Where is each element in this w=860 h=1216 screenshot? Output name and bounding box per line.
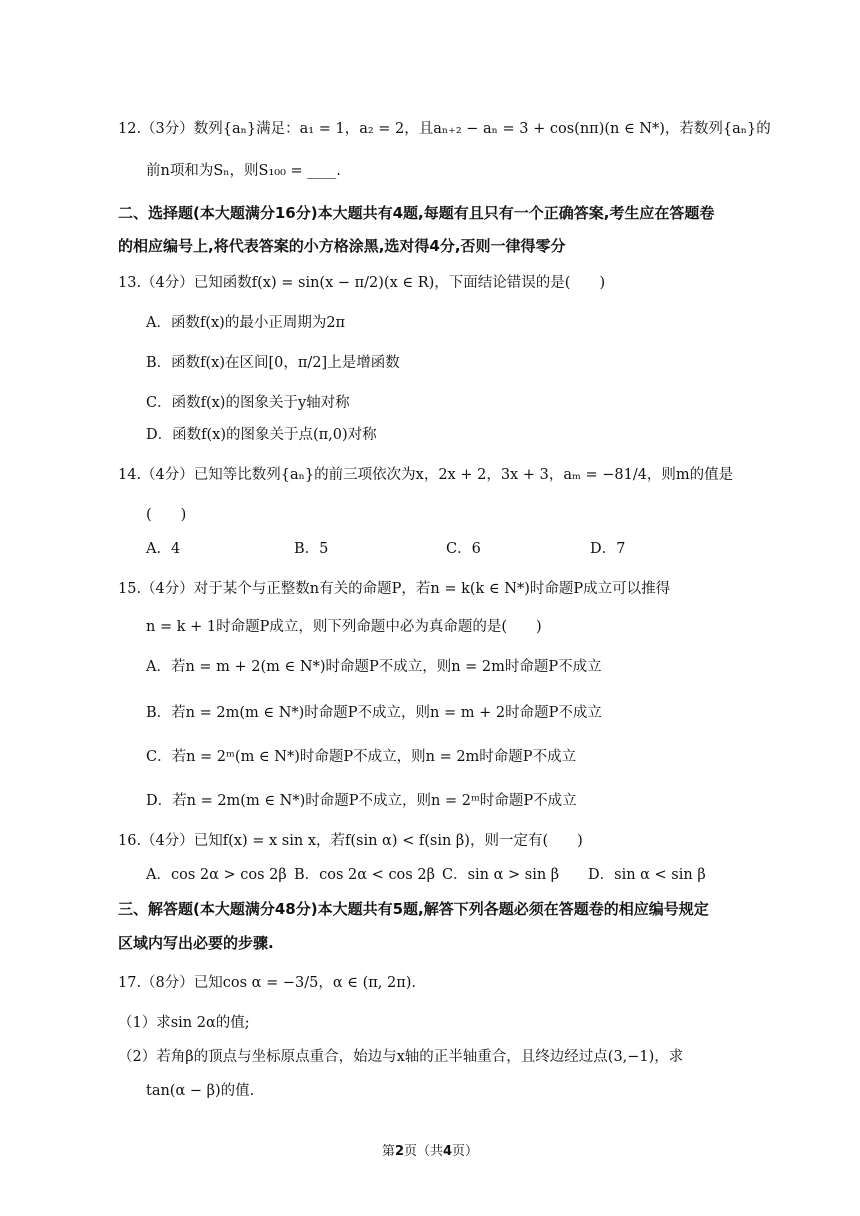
q16-stem: 16.（4分）已知f(x) = x sin x，若f(sin α) < f(sin β)，则一定有( ) [118, 833, 583, 849]
q16-options [146, 864, 820, 886]
footer-prefix: 第 [381, 1144, 395, 1159]
q14-stem: 14.（4分）已知等比数列{aₙ}的前三项依次为x，2x + 2，3x + 3，aₘ = −81/4，则m的值是 [118, 467, 734, 483]
q12-line2: 前n项和为Sₙ，则S₁₀₀ = ____. [146, 163, 341, 179]
q15-stem-line2: n = k + 1时命题P成立，则下列命题中必为真命题的是( ) [146, 619, 542, 635]
q12-line1: 12.（3分）数列{aₙ}满足：a₁ = 1，a₂ = 2，且aₙ₊₂ − aₙ = 3 + cos(nπ)(n ∈ N*)，若数列{aₙ}的 [118, 121, 771, 137]
q14-stem-paren: ( ) [146, 507, 187, 523]
q16-option-b: B．cos 2α < cos 2β [294, 867, 435, 883]
q15-option-d: D．若n = 2m(m ∈ N*)时命题P不成立，则n = 2ᵐ时命题P不成立 [146, 793, 577, 809]
q14-option-a: A．4 [146, 541, 181, 557]
page-footer [0, 1140, 860, 1159]
section3-heading-line2: 区域内写出必要的步骤. [118, 934, 274, 952]
q16-option-d: D．sin α < sin β [588, 867, 706, 883]
q17-part2: （2）若角β的顶点与坐标原点重合，始边与x轴的正半轴重合，且终边经过点(3,−1)，求 [118, 1049, 684, 1065]
q13-option-d: D．函数f(x)的图象关于点(π,0)对称 [146, 427, 377, 443]
q17-part2-line2: tan(α − β)的值. [146, 1083, 255, 1099]
q15-option-b: B．若n = 2m(m ∈ N*)时命题P不成立，则n = m + 2时命题P不成立 [146, 705, 602, 721]
q16-option-a: A．cos 2α > cos 2β [146, 867, 287, 883]
q14-option-d: D．7 [590, 541, 626, 557]
section3-heading-line1: 三、解答题(本大题满分48分)本大题共有5题,解答下列各题必须在答题卷的相应编号规定 [118, 900, 709, 918]
q16-option-c: C．sin α > sin β [442, 867, 560, 883]
q15-stem: 15.（4分）对于某个与正整数n有关的命题P，若n = k(k ∈ N*)时命题P成立可以推得 [118, 581, 671, 597]
q14-option-c: C．6 [446, 541, 481, 557]
footer-page-number: 2 [394, 1144, 404, 1159]
q14-option-b: B．5 [294, 541, 329, 557]
q15-option-a: A．若n = m + 2(m ∈ N*)时命题P不成立，则n = 2m时命题P不成立 [146, 659, 602, 675]
footer-middle: 页（共 [403, 1144, 443, 1159]
q17-stem: 17.（8分）已知cos α = −3/5，α ∈ (π, 2π). [118, 975, 416, 991]
footer-total-pages: 4 [443, 1144, 453, 1159]
section2-heading-line2: 的相应编号上,将代表答案的小方格涂黑,选对得4分,否则一律得零分 [118, 237, 566, 255]
q14-options [146, 538, 820, 560]
q17-part1: （1）求sin 2α的值; [118, 1015, 250, 1031]
q13-stem: 13.（4分）已知函数f(x) = sin(x − π/2)(x ∈ R)，下面结论错误的是( ) [118, 275, 606, 291]
q13-option-b: B．函数f(x)在区间[0，π/2]上是增函数 [146, 355, 400, 371]
q13-option-a: A．函数f(x)的最小正周期为2π [146, 315, 346, 331]
q13-option-c: C．函数f(x)的图象关于y轴对称 [146, 395, 350, 411]
footer-suffix: 页） [452, 1144, 479, 1159]
q15-option-c: C．若n = 2ᵐ(m ∈ N*)时命题P不成立，则n = 2m时命题P不成立 [146, 749, 577, 765]
section2-heading-line1: 二、选择题(本大题满分16分)本大题共有4题,每题有且只有一个正确答案,考生应在答题卷 [118, 204, 715, 222]
